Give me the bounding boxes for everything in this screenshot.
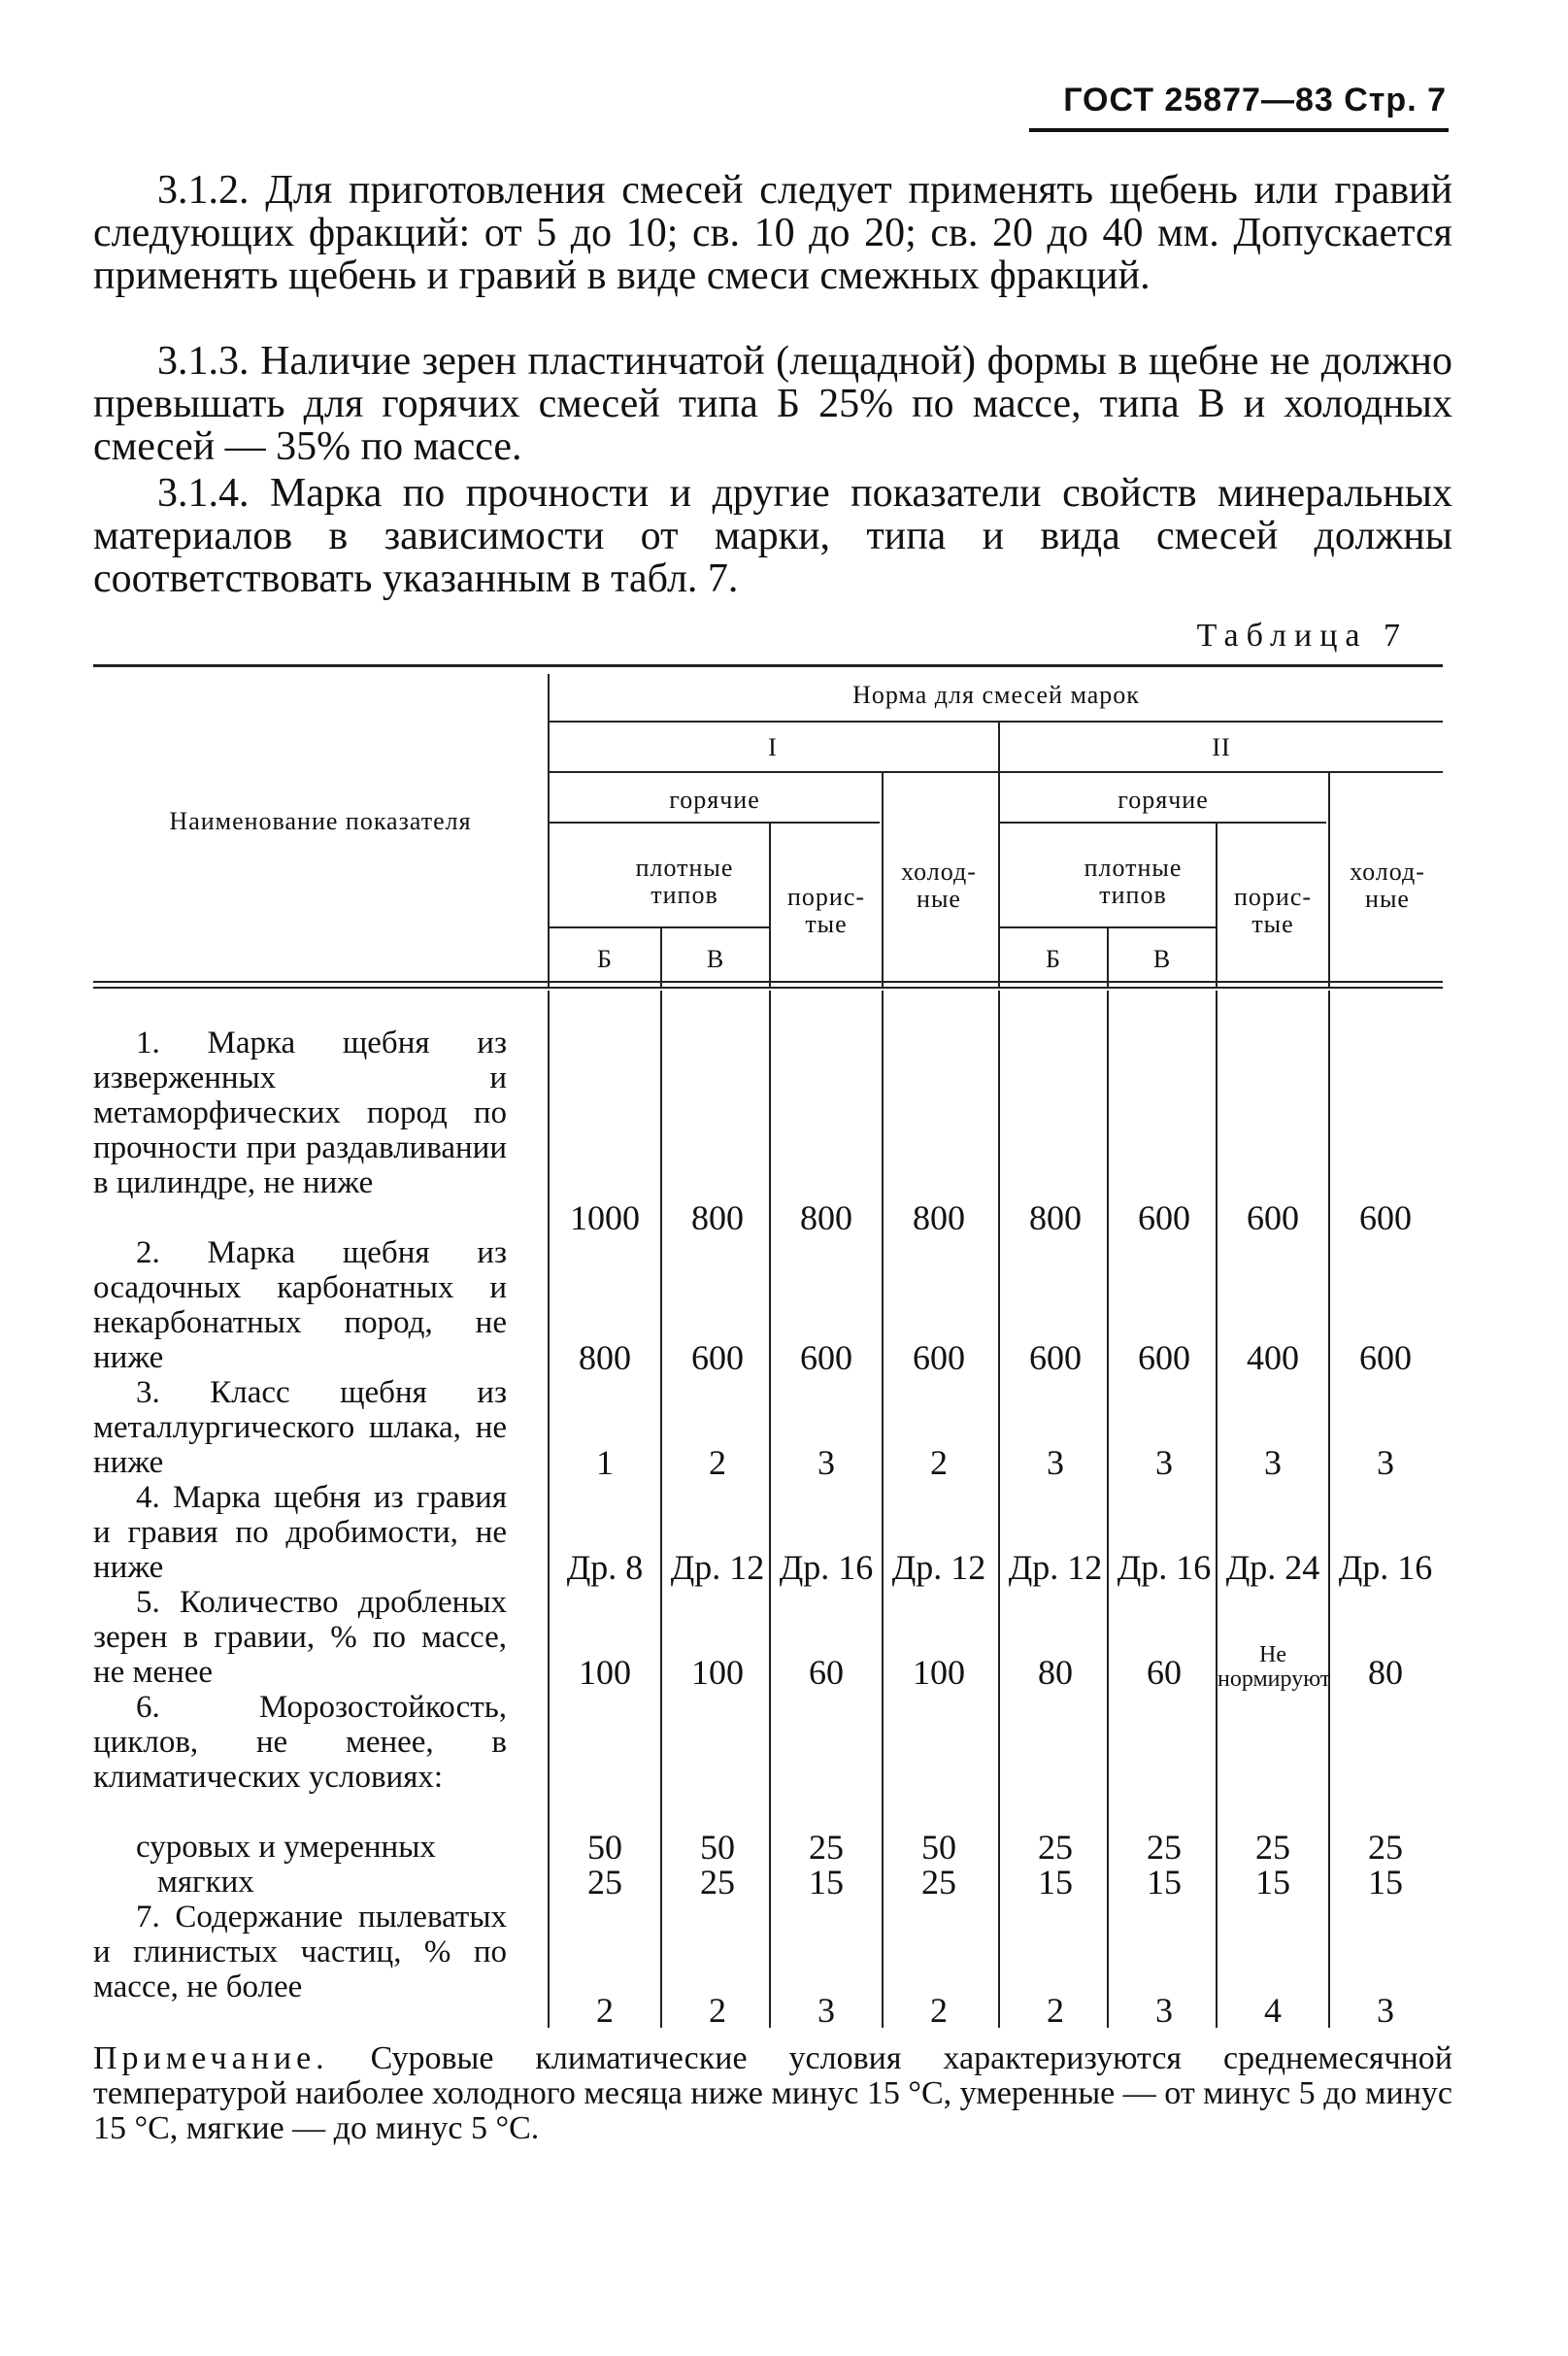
cell-r5-c7: Не нормируют xyxy=(1218,1642,1331,1692)
table-row-label-3 xyxy=(93,1375,507,1480)
paragraph-text: 3.1.3. Наличие зерен пластинчатой (лещадной) формы в щебне не должно превышать для горячих смесей типа Б 25% по массе, типа В и холодных смесей — 35% по массе. xyxy=(93,339,1452,469)
cell-r5-c4: 100 xyxy=(913,1653,965,1692)
cell-r3-c6: 3 xyxy=(1155,1443,1173,1482)
cell-r3-c4: 2 xyxy=(930,1443,948,1482)
header-cold-2: холод-ные xyxy=(1350,858,1425,913)
cell-r6a-c6: 25 xyxy=(1147,1828,1182,1867)
table-row-label-6 xyxy=(93,1690,507,1795)
cell-r1-c8: 600 xyxy=(1359,1198,1412,1237)
table-row-label-1 xyxy=(93,1026,507,1200)
cell-r6a-c5: 25 xyxy=(1038,1828,1073,1867)
cell-r1-c6: 600 xyxy=(1138,1198,1190,1237)
cell-r2-c6: 600 xyxy=(1138,1338,1190,1377)
cell-r7-c3: 3 xyxy=(817,1991,835,2030)
cell-r7-c5: 2 xyxy=(1047,1991,1064,2030)
cell-r5-c6: 60 xyxy=(1147,1653,1182,1692)
cell-r7-c2: 2 xyxy=(709,1991,726,2030)
table-row-label-6a xyxy=(93,1830,507,1865)
row-label-text: 7. Содержание пылеватых и глинистых частиц, % по массе, не более xyxy=(93,1900,507,2004)
header-divider xyxy=(1216,822,1218,989)
cell-r2-c4: 600 xyxy=(913,1338,965,1377)
cell-r2-c7: 400 xyxy=(1247,1338,1299,1377)
cell-r7-c4: 2 xyxy=(930,1991,948,2030)
header-cold-1: холод-ные xyxy=(901,858,977,913)
cell-r6b-c4: 25 xyxy=(921,1863,956,1902)
table-caption: Таблица 7 xyxy=(1196,618,1408,654)
cell-r6b-c3: 15 xyxy=(809,1863,844,1902)
header-norm: Норма для смесей марок xyxy=(852,681,1140,709)
header-divider xyxy=(769,822,771,989)
paragraph-text: 3.1.4. Марка по прочности и другие показатели свойств минеральных материалов в зависимости от марки, типа и вида смесей должны соответствовать указанным в табл. 7. xyxy=(93,471,1452,601)
cell-r3-c1: 1 xyxy=(596,1443,614,1482)
paragraph-3-1-2 xyxy=(93,169,1452,297)
cell-r3-c5: 3 xyxy=(1047,1443,1064,1482)
cell-r2-c3: 600 xyxy=(800,1338,852,1377)
cell-r4-c6: Др. 16 xyxy=(1117,1548,1212,1587)
header-rule xyxy=(550,721,1443,723)
cell-r6a-c8: 25 xyxy=(1368,1828,1403,1867)
cell-r7-c6: 3 xyxy=(1155,1991,1173,2030)
row-label-text: мягких xyxy=(157,1865,254,1900)
cell-r3-c3: 3 xyxy=(817,1443,835,1482)
table-top-rule xyxy=(93,664,1443,667)
header-dense-1: плотные типов xyxy=(635,854,734,909)
page-header: ГОСТ 25877—83 Стр. 7 xyxy=(1063,82,1447,118)
cell-r5-c1: 100 xyxy=(579,1653,631,1692)
header-divider xyxy=(882,771,884,989)
header-type-b-2: Б xyxy=(1046,945,1061,973)
cell-r2-c2: 600 xyxy=(691,1338,744,1377)
table-row-label-5 xyxy=(93,1585,507,1690)
cell-r4-c5: Др. 12 xyxy=(1008,1548,1103,1587)
cell-r5-c5: 80 xyxy=(1038,1653,1073,1692)
cell-r1-c1: 1000 xyxy=(570,1198,640,1237)
header-hot-1: горячие xyxy=(669,786,760,814)
header-dense-2: плотные типов xyxy=(1084,854,1183,909)
row-label-text: 3. Класс щебня из металлургического шлака, не ниже xyxy=(93,1375,507,1480)
cell-r3-c8: 3 xyxy=(1377,1443,1394,1482)
cell-r6a-c1: 50 xyxy=(587,1828,622,1867)
cell-r6b-c1: 25 xyxy=(587,1863,622,1902)
header-grade-2: II xyxy=(1212,733,1231,761)
cell-r4-c2: Др. 12 xyxy=(670,1548,765,1587)
cell-r4-c8: Др. 16 xyxy=(1338,1548,1433,1587)
header-double-rule xyxy=(93,987,1443,989)
header-rule xyxy=(1029,128,1449,132)
row-label-text: 5. Количество дробленых зерен в гравии, % по массе, не менее xyxy=(93,1585,507,1690)
note-lead: Примечание. xyxy=(93,2040,329,2076)
cell-r1-c5: 800 xyxy=(1029,1198,1082,1237)
cell-r5-c2: 100 xyxy=(691,1653,744,1692)
cell-r6b-c2: 25 xyxy=(700,1863,735,1902)
cell-r6b-c8: 15 xyxy=(1368,1863,1403,1902)
cell-r4-c4: Др. 12 xyxy=(891,1548,986,1587)
cell-r6b-c5: 15 xyxy=(1038,1863,1073,1902)
table-note xyxy=(93,2041,1452,2146)
cell-r6b-c6: 15 xyxy=(1147,1863,1182,1902)
cell-r1-c3: 800 xyxy=(800,1198,852,1237)
header-indicator-name: Наименование показателя xyxy=(169,807,472,835)
cell-r6a-c2: 50 xyxy=(700,1828,735,1867)
row-label-text: 1. Марка щебня из изверженных и метаморфических пород по прочности при раздавливании в цилиндре, не ниже xyxy=(93,1026,507,1200)
cell-r1-c4: 800 xyxy=(913,1198,965,1237)
cell-r3-c7: 3 xyxy=(1264,1443,1282,1482)
header-type-b-1: Б xyxy=(597,945,613,973)
paragraph-3-1-4 xyxy=(93,472,1452,600)
paragraph-text: 3.1.2. Для приготовления смесей следует применять щебень или гравий следующих фракций: от 5 до 10; св. 10 до 20; св. 20 до 40 мм. Допускается применять щебень и гравий в виде смеси смежных фракций. xyxy=(93,168,1452,298)
cell-r1-c7: 600 xyxy=(1247,1198,1299,1237)
header-type-v-1: В xyxy=(706,945,725,973)
table-row-label-2 xyxy=(93,1235,507,1375)
cell-r6a-c4: 50 xyxy=(921,1828,956,1867)
header-rule xyxy=(550,926,769,928)
header-rule xyxy=(1000,822,1326,824)
cell-r5-c3: 60 xyxy=(809,1653,844,1692)
header-porous-1: порис-тые xyxy=(786,883,866,938)
cell-r5-c8: 80 xyxy=(1368,1653,1403,1692)
cell-r4-c1: Др. 8 xyxy=(566,1548,644,1587)
cell-r7-c8: 3 xyxy=(1377,1991,1394,2030)
row-label-text: 6. Морозостойкость, циклов, не менее, в климатических условиях: xyxy=(93,1690,507,1795)
paragraph-3-1-3 xyxy=(93,340,1452,468)
cell-r6a-c7: 25 xyxy=(1255,1828,1290,1867)
row-label-text: суровых и умеренных xyxy=(136,1830,436,1865)
cell-r2-c1: 800 xyxy=(579,1338,631,1377)
header-hot-2: горячие xyxy=(1118,786,1209,814)
header-porous-2: порис-тые xyxy=(1233,883,1313,938)
header-rule xyxy=(550,771,1443,773)
table-row-label-4 xyxy=(93,1480,507,1585)
cell-r2-c5: 600 xyxy=(1029,1338,1082,1377)
cell-r6a-c3: 25 xyxy=(809,1828,844,1867)
cell-r6b-c7: 15 xyxy=(1255,1863,1290,1902)
header-double-rule xyxy=(93,981,1443,983)
note-text: Суровые климатические условия характеризуются среднемесячной температурой наиболее холодного месяца ниже минус 15 °С, умеренные — от минус 5 до минус 15 °С, мягкие — до минус 5 °С. xyxy=(93,2040,1452,2146)
cell-r4-c3: Др. 16 xyxy=(779,1548,874,1587)
row-label-text: 4. Марка щебня из гравия и гравия по дробимости, не ниже xyxy=(93,1480,507,1585)
header-divider xyxy=(1328,771,1330,989)
table-row-label-7 xyxy=(93,1900,507,2004)
table-row-label-6b xyxy=(93,1865,507,1900)
cell-r4-c7: Др. 24 xyxy=(1225,1548,1320,1587)
cell-r3-c2: 2 xyxy=(709,1443,726,1482)
header-type-v-2: В xyxy=(1152,945,1172,973)
table-body xyxy=(93,991,1443,2030)
header-rule xyxy=(550,822,880,824)
header-grade-1: I xyxy=(768,733,778,761)
cell-r2-c8: 600 xyxy=(1359,1338,1412,1377)
row-label-text: 2. Марка щебня из осадочных карбонатных и некарбонатных пород, не ниже xyxy=(93,1235,507,1375)
cell-r1-c2: 800 xyxy=(691,1198,744,1237)
cell-r7-c7: 4 xyxy=(1264,1991,1282,2030)
table-header xyxy=(93,664,1443,990)
cell-r7-c1: 2 xyxy=(596,1991,614,2030)
